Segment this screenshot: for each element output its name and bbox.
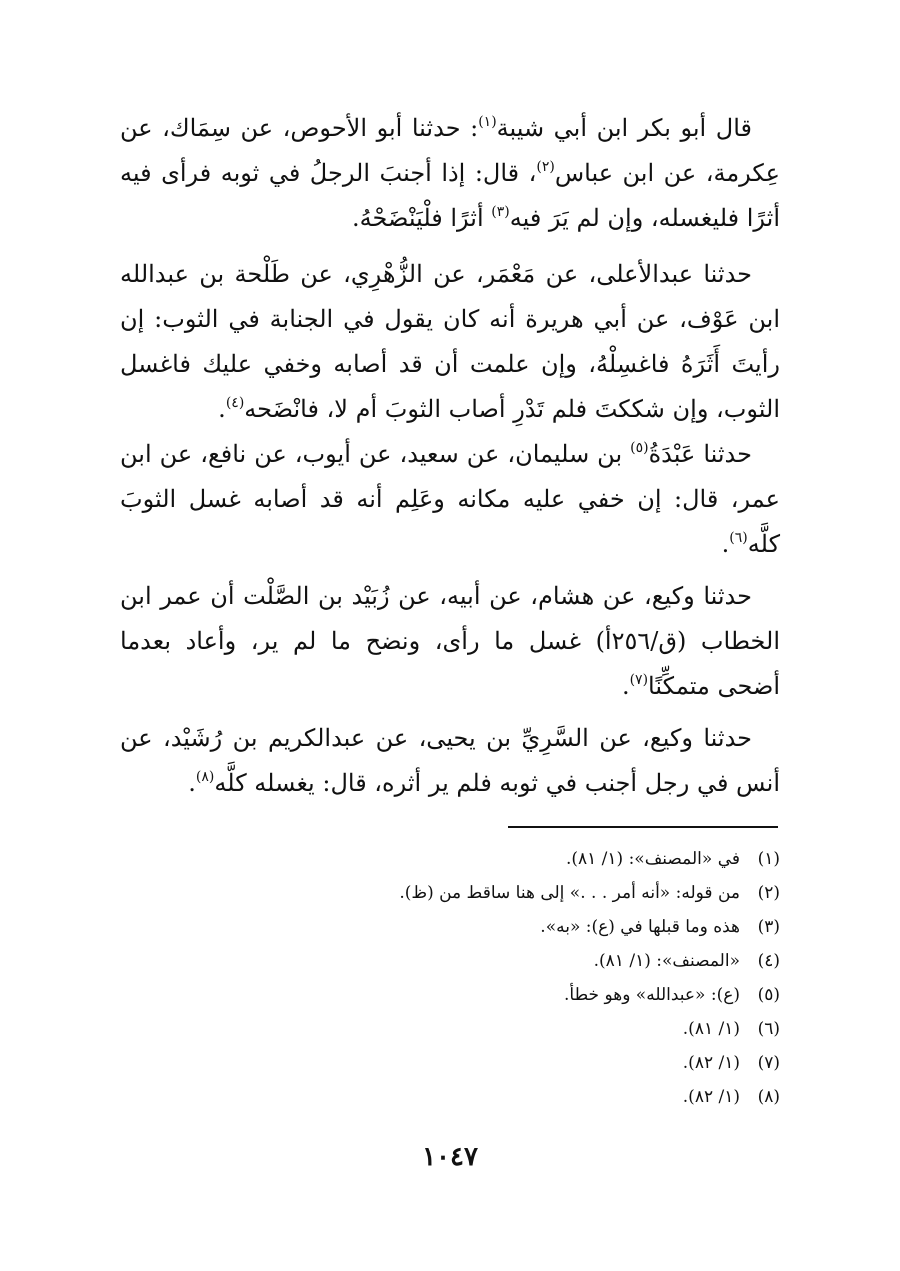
- footnote-number: (٥): [757, 985, 780, 1005]
- footnote-marker-6[interactable]: (٦): [729, 530, 748, 546]
- footnote-3: [120, 910, 780, 944]
- paragraph-3-part-2: بن سليمان، عن سعيد، عن أيوب، عن نافع، عن ابن عمر، قال: إن خفي عليه مكانه وعَلِم أنه قد أصابه غسل الثوبَ كلَّه: [120, 440, 780, 558]
- footnote-number: (٤): [757, 951, 780, 971]
- footnote-marker-2[interactable]: (٢): [536, 159, 555, 175]
- footnote-text: (١/ ٨٢).: [682, 1053, 740, 1073]
- footnote-text: «المصنف»: (١/ ٨١).: [593, 951, 740, 971]
- paragraph-1-part-4: أثرًا فلْيَنْضَحْهُ.: [352, 204, 492, 232]
- footnote-5: [120, 978, 780, 1012]
- footnote-6: [120, 1012, 780, 1046]
- paragraph-2: [120, 252, 780, 432]
- footnote-divider: [508, 826, 778, 828]
- footnote-number: (١): [757, 849, 780, 869]
- footnote-number: (٨): [757, 1087, 780, 1107]
- paragraph-1-part-3: ، قال: إذا أجنبَ الرجلُ في ثوبه فرأى فيه أثرًا فليغسله، وإن لم يَرَ فيه: [120, 159, 780, 232]
- footnote-marker-1[interactable]: (١): [478, 114, 497, 130]
- footnote-marker-3[interactable]: (٣): [491, 204, 510, 220]
- footnote-8: [120, 1080, 780, 1114]
- paragraph-2-text: [120, 252, 780, 432]
- paragraph-4-text: [120, 574, 780, 709]
- footnote-marker-5[interactable]: (٥): [630, 440, 649, 456]
- paragraph-3: [120, 432, 780, 567]
- page-number: ١٠٤٧: [422, 1142, 478, 1172]
- paragraph-1-part-2: : حدثنا أبو الأحوص، عن سِمَاك، عن عِكرمة، عن ابن عباس: [120, 114, 780, 187]
- footnote-number: (٧): [757, 1053, 780, 1073]
- footnote-2: [120, 876, 780, 910]
- paragraph-5-text: [120, 716, 780, 806]
- footnote-1: [120, 842, 780, 876]
- paragraph-2-part-1: حدثنا عبدالأعلى، عن مَعْمَر، عن الزُّهْرِي، عن طَلْحة بن عبدالله ابن عَوْف، عن أبي هريرة أنه كان يقول في الجنابة في الثوب: إن رأيتَ أَثَرَهُ فاغسِلْهُ، وإن علمت أن قد أصابه وخفي عليك فاغسل الثوب، وإن شككتَ فلم تَدْرِ أصاب الثوبَ أم لا، فانْضَحه: [120, 260, 780, 423]
- footnote-marker-8[interactable]: (٨): [195, 769, 215, 785]
- footnote-text: هذه وما قبلها في (ع): «به».: [540, 917, 740, 937]
- paragraph-3-part-1: حدثنا عَبْدَةُ: [648, 440, 752, 468]
- footnote-marker-4[interactable]: (٤): [225, 395, 245, 411]
- paragraph-1: [120, 106, 780, 241]
- paragraph-4: [120, 574, 780, 709]
- paragraph-4-part-2: .: [621, 672, 630, 700]
- footnote-7: [120, 1046, 780, 1080]
- paragraph-5-part-2: .: [188, 769, 196, 797]
- footnote-text: (١/ ٨١).: [682, 1019, 740, 1039]
- paragraph-1-part-1: قال أبو بكر ابن أبي شيبة: [496, 114, 752, 142]
- paragraph-1-text: [120, 106, 780, 241]
- paragraph-5: [120, 716, 780, 806]
- footnote-text: في «المصنف»: (١/ ٨١).: [565, 849, 740, 869]
- footnote-number: (٢): [757, 883, 780, 903]
- footnotes-list: [120, 842, 780, 1114]
- paragraph-4-part-1: حدثنا وكيع، عن هشام، عن أبيه، عن زُبَيْد بن الصَّلْت أن عمر ابن الخطاب (ق/٢٥٦أ) غسل ما رأى، ونضح ما لم ير، وأعاد بعدما أضحى متمكِّنًا: [120, 582, 780, 700]
- footnote-text: (١/ ٨٢).: [682, 1087, 740, 1107]
- footnote-4: [120, 944, 780, 978]
- paragraph-5-part-1: حدثنا وكيع، عن السَّرِيِّ بن يحيى، عن عبدالكريم بن رُشَيْد، عن أنس في رجل أجنب في ثوبه فلم ير أثره، قال: يغسله كلَّه: [120, 724, 780, 797]
- footnote-marker-7[interactable]: (٧): [629, 672, 649, 688]
- paragraph-3-part-3: .: [721, 530, 730, 558]
- footnote-text: (ع): «عبدالله» وهو خطأ.: [564, 985, 740, 1005]
- paragraph-2-part-2: .: [218, 395, 226, 423]
- footnote-text: من قوله: «أنه أمر . . .» إلى هنا ساقط من (ظ).: [399, 883, 740, 903]
- paragraph-3-text: [120, 432, 780, 567]
- footnote-number: (٣): [757, 917, 780, 937]
- footnote-number: (٦): [757, 1019, 780, 1039]
